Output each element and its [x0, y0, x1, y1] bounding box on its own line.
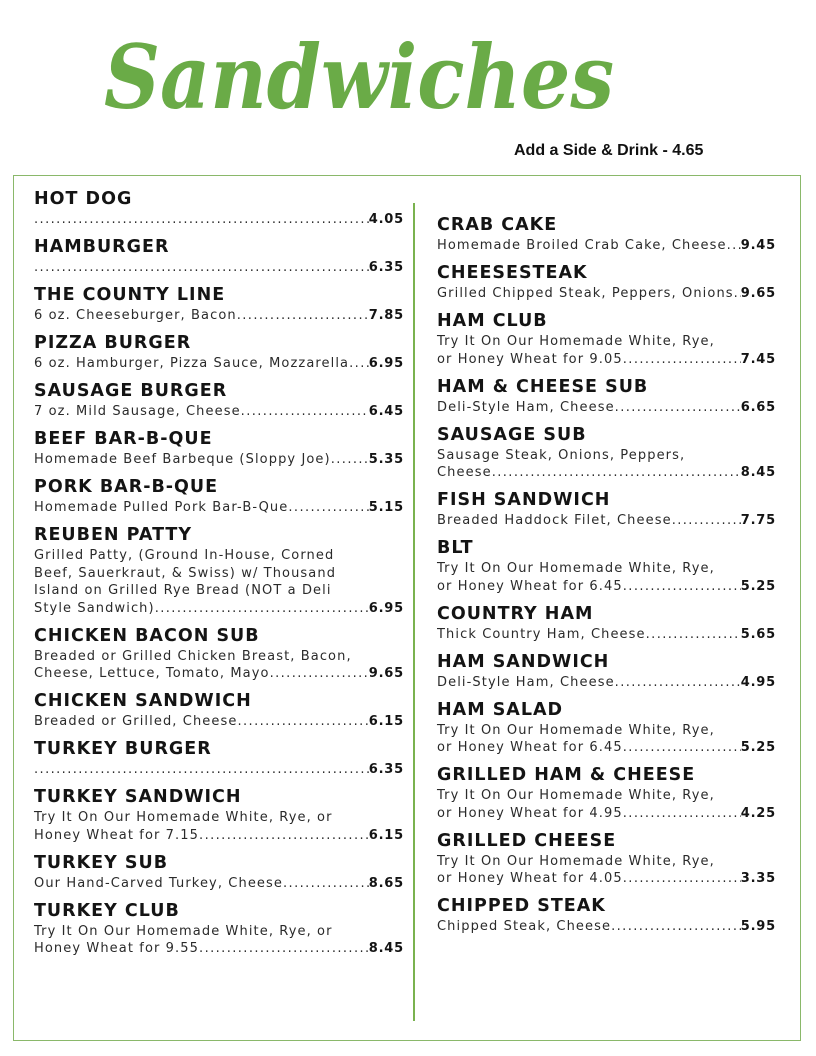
price-line [437, 870, 776, 888]
menu-item [437, 763, 776, 822]
menu-item [437, 698, 776, 757]
menu-item-description [437, 626, 776, 644]
menu-item-description [34, 355, 404, 373]
menu-item-description [437, 447, 776, 482]
menu-item-description [437, 674, 776, 692]
menu-item-description [437, 512, 776, 530]
menu-item-description [34, 809, 404, 844]
description-line: Grilled Patty, (Ground In-House, Corned [34, 548, 335, 563]
menu-item-price: 6.65 [740, 399, 776, 415]
menu-column-left [34, 187, 404, 964]
menu-item-name: HAM & CHEESE SUB [437, 376, 649, 397]
description-line: Homemade Pulled Pork Bar-B-Que [34, 500, 289, 515]
menu-item-name: TURKEY BURGER [34, 739, 212, 759]
menu-item-name: HAMBURGER [34, 237, 170, 257]
menu-item-description [34, 307, 404, 325]
menu-item-price: 9.45 [740, 238, 776, 253]
description-line: Cheese [437, 465, 492, 480]
description-line: Style Sandwich) [34, 600, 155, 616]
dot-leader [34, 211, 369, 229]
menu-item-price: 7.85 [368, 308, 404, 323]
dot-leader [270, 665, 369, 683]
price-line [437, 739, 776, 757]
description-line: or Honey Wheat for 6.45 [437, 740, 623, 755]
price-line [34, 355, 404, 373]
menu-item [34, 475, 404, 517]
menu-item-description [34, 648, 404, 683]
menu-item-price: 6.15 [368, 827, 404, 843]
price-line [34, 499, 404, 517]
price-line [437, 512, 776, 530]
menu-item-description [34, 761, 404, 779]
dot-leader [241, 403, 369, 421]
price-line [34, 403, 404, 421]
description-line: or Honey Wheat for 9.05 [437, 351, 623, 367]
column-divider [413, 203, 415, 1021]
dot-leader [623, 739, 741, 757]
menu-item-name: CHEESESTEAK [437, 263, 588, 283]
menu-item-price: 5.25 [740, 740, 776, 755]
description-line: Breaded Haddock Filet, Cheese [437, 513, 672, 528]
menu-item-price: 8.45 [740, 465, 776, 480]
menu-item [437, 536, 776, 595]
dot-leader [331, 451, 369, 469]
menu-item-description [34, 923, 404, 958]
price-line [34, 211, 404, 229]
menu-item-description [437, 722, 776, 757]
menu-item-name: HOT DOG [34, 189, 133, 209]
menu-item [437, 488, 776, 530]
menu-item-name: SAUSAGE BURGER [34, 381, 228, 401]
menu-item [34, 427, 404, 469]
dot-leader [611, 918, 741, 936]
menu-item-price: 5.35 [368, 452, 404, 467]
description-line: Try It On Our Homemade White, Rye, or [34, 923, 333, 939]
menu-item-name: HAM SALAD [437, 699, 564, 720]
price-line [34, 259, 404, 277]
dot-leader [34, 761, 369, 779]
description-line: Homemade Broiled Crab Cake, Cheese [437, 238, 727, 253]
price-line [34, 665, 404, 683]
menu-item-price: 8.45 [368, 941, 404, 956]
description-line: Breaded or Grilled, Cheese [34, 714, 238, 729]
description-line: Sausage Steak, Onions, Peppers, [437, 447, 686, 463]
menu-item-price: 6.35 [368, 762, 404, 777]
menu-item [437, 602, 776, 644]
menu-item-description [437, 787, 776, 822]
dot-leader [615, 674, 741, 692]
price-line [437, 399, 776, 417]
menu-item-price: 6.95 [368, 600, 404, 616]
menu-item-name: BEEF BAR-B-QUE [34, 429, 213, 449]
dot-leader [623, 351, 741, 369]
price-line [437, 464, 776, 482]
menu-item-price: 4.95 [740, 674, 776, 690]
description-line: Try It On Our Homemade White, Rye, [437, 722, 715, 738]
menu-item [437, 894, 776, 936]
menu-item-name: CHIPPED STEAK [437, 896, 606, 916]
menu-item-price: 7.75 [740, 513, 776, 528]
price-line [34, 600, 404, 618]
menu-column-right [437, 213, 776, 942]
description-line: Deli-Style Ham, Cheese [437, 674, 615, 690]
description-line: Try It On Our Homemade White, Rye, [437, 334, 715, 349]
menu-item-price: 7.45 [740, 351, 776, 367]
menu-item [34, 785, 404, 844]
description-line: 6 oz. Hamburger, Pizza Sauce, Mozzarella [34, 356, 350, 371]
menu-item-description [34, 713, 404, 731]
price-line [437, 237, 776, 255]
menu-item-price: 5.15 [368, 500, 404, 515]
description-line: Try It On Our Homemade White, Rye, [437, 853, 715, 869]
menu-title-lettering [100, 20, 640, 140]
menu-item-name: BLT [437, 538, 474, 558]
description-line: Our Hand-Carved Turkey, Cheese [34, 875, 283, 891]
menu-item-name: TURKEY CLUB [34, 900, 180, 921]
menu-item-price: 3.35 [740, 871, 776, 886]
dot-leader [349, 355, 369, 373]
description-line: Deli-Style Ham, Cheese [437, 399, 615, 415]
menu-item-name: GRILLED CHEESE [437, 830, 617, 851]
menu-item [34, 899, 404, 958]
menu-item-description [437, 399, 776, 417]
description-line: Try It On Our Homemade White, Rye, [437, 561, 715, 576]
price-line [437, 918, 776, 936]
menu-item [437, 423, 776, 482]
price-line [34, 827, 404, 845]
menu-item [34, 851, 404, 893]
menu-item [34, 624, 404, 683]
price-line [34, 761, 404, 779]
menu-item [34, 331, 404, 373]
description-line: Grilled Chipped Steak, Peppers, Onions [437, 286, 734, 301]
side-drink-note: Add a Side & Drink - 4.65 [514, 142, 704, 159]
description-line: or Honey Wheat for 4.95 [437, 805, 623, 821]
price-line [437, 351, 776, 369]
menu-item-name: COUNTRY HAM [437, 603, 594, 624]
menu-item-price: 4.05 [368, 212, 404, 227]
dot-leader [672, 512, 741, 530]
dot-leader [734, 285, 741, 303]
menu-item-name: CHICKEN BACON SUB [34, 625, 260, 646]
dot-leader [288, 499, 368, 517]
menu-title [100, 20, 640, 140]
menu-item-name: FISH SANDWICH [437, 490, 611, 510]
description-line: 7 oz. Mild Sausage, Cheese [34, 404, 241, 419]
description-line: Homemade Beef Barbeque (Sloppy Joe) [34, 452, 331, 467]
menu-item-name: HAM CLUB [437, 311, 548, 331]
price-line [437, 805, 776, 823]
price-line [437, 674, 776, 692]
menu-item-name: CRAB CAKE [437, 215, 558, 235]
menu-item-name: TURKEY SUB [34, 852, 169, 873]
menu-item-price: 6.45 [368, 404, 404, 419]
description-line: Chipped Steak, Cheese [437, 919, 612, 934]
menu-item-name: THE COUNTY LINE [34, 285, 226, 305]
menu-item [437, 829, 776, 888]
menu-item [34, 523, 404, 617]
menu-item-description [34, 547, 404, 617]
dot-leader [623, 870, 741, 888]
price-line [34, 307, 404, 325]
menu-item [437, 309, 776, 368]
dot-leader [646, 626, 741, 644]
dot-leader [199, 940, 369, 958]
menu-item-name: GRILLED HAM & CHEESE [437, 765, 696, 785]
menu-item [437, 213, 776, 255]
menu-item [34, 187, 404, 229]
description-line: Island on Grilled Rye Bread (NOT a Deli [34, 583, 332, 598]
menu-item-price: 9.65 [368, 666, 404, 681]
menu-item [34, 737, 404, 779]
menu-item-price: 5.95 [740, 919, 776, 934]
dot-leader [34, 259, 369, 277]
menu-item-name: PIZZA BURGER [34, 333, 192, 353]
dot-leader [199, 827, 369, 845]
menu-item-description [34, 499, 404, 517]
menu-item-description [437, 853, 776, 888]
description-line: Thick Country Ham, Cheese [437, 626, 646, 642]
dot-leader [237, 713, 368, 731]
dot-leader [492, 464, 741, 482]
menu-item-name: SAUSAGE SUB [437, 424, 587, 445]
menu-item-price: 6.35 [368, 260, 404, 275]
menu-item-price: 9.65 [740, 286, 776, 301]
menu-item-price: 8.65 [368, 875, 404, 891]
menu-item-name: CHICKEN SANDWICH [34, 691, 252, 711]
menu-item-price: 6.95 [368, 356, 404, 371]
menu-item-description [34, 211, 404, 229]
menu-item-description [437, 237, 776, 255]
menu-item [34, 235, 404, 277]
dot-leader [283, 875, 369, 893]
dot-leader [155, 600, 369, 618]
description-line: Honey Wheat for 9.55 [34, 941, 200, 956]
description-line: Breaded or Grilled Chicken Breast, Bacon, [34, 648, 352, 664]
price-line [34, 940, 404, 958]
price-line [34, 451, 404, 469]
price-line [437, 285, 776, 303]
dot-leader [727, 237, 741, 255]
menu-item-name: HAM SANDWICH [437, 651, 610, 672]
menu-item-price: 5.65 [740, 626, 776, 642]
menu-item-name: REUBEN PATTY [34, 525, 193, 545]
price-line [34, 713, 404, 731]
menu-item [437, 261, 776, 303]
menu-item-price: 6.15 [368, 714, 404, 729]
description-line: 6 oz. Cheeseburger, Bacon [34, 308, 237, 323]
menu-item-name: TURKEY SANDWICH [34, 787, 242, 807]
price-line [437, 578, 776, 596]
description-line: or Honey Wheat for 4.05 [437, 871, 623, 886]
price-line [34, 875, 404, 893]
description-line: Try It On Our Homemade White, Rye, or [34, 810, 333, 825]
price-line [437, 626, 776, 644]
description-line: Honey Wheat for 7.15 [34, 827, 200, 843]
menu-item [34, 379, 404, 421]
description-line: Try It On Our Homemade White, Rye, [437, 788, 715, 803]
menu-item-price: 4.25 [740, 805, 776, 821]
menu-item-description [34, 875, 404, 893]
menu-item-description [437, 333, 776, 368]
description-line: Cheese, Lettuce, Tomato, Mayo [34, 666, 270, 681]
menu-item-name: PORK BAR-B-QUE [34, 477, 219, 497]
menu-title-text: Sandwiches [104, 25, 614, 129]
description-line: Beef, Sauerkraut, & Swiss) w/ Thousand [34, 565, 337, 581]
menu-item-price: 5.25 [740, 578, 776, 594]
dot-leader [623, 578, 741, 596]
menu-item [34, 689, 404, 731]
menu-item [437, 650, 776, 692]
dot-leader [623, 805, 741, 823]
menu-item-description [34, 259, 404, 277]
menu-item-description [437, 560, 776, 595]
dot-leader [237, 307, 369, 325]
menu-item-description [437, 918, 776, 936]
description-line: or Honey Wheat for 6.45 [437, 578, 623, 594]
menu-item-description [34, 403, 404, 421]
menu-item-description [34, 451, 404, 469]
menu-item [437, 375, 776, 417]
menu-item-description [437, 285, 776, 303]
menu-item [34, 283, 404, 325]
dot-leader [615, 399, 741, 417]
